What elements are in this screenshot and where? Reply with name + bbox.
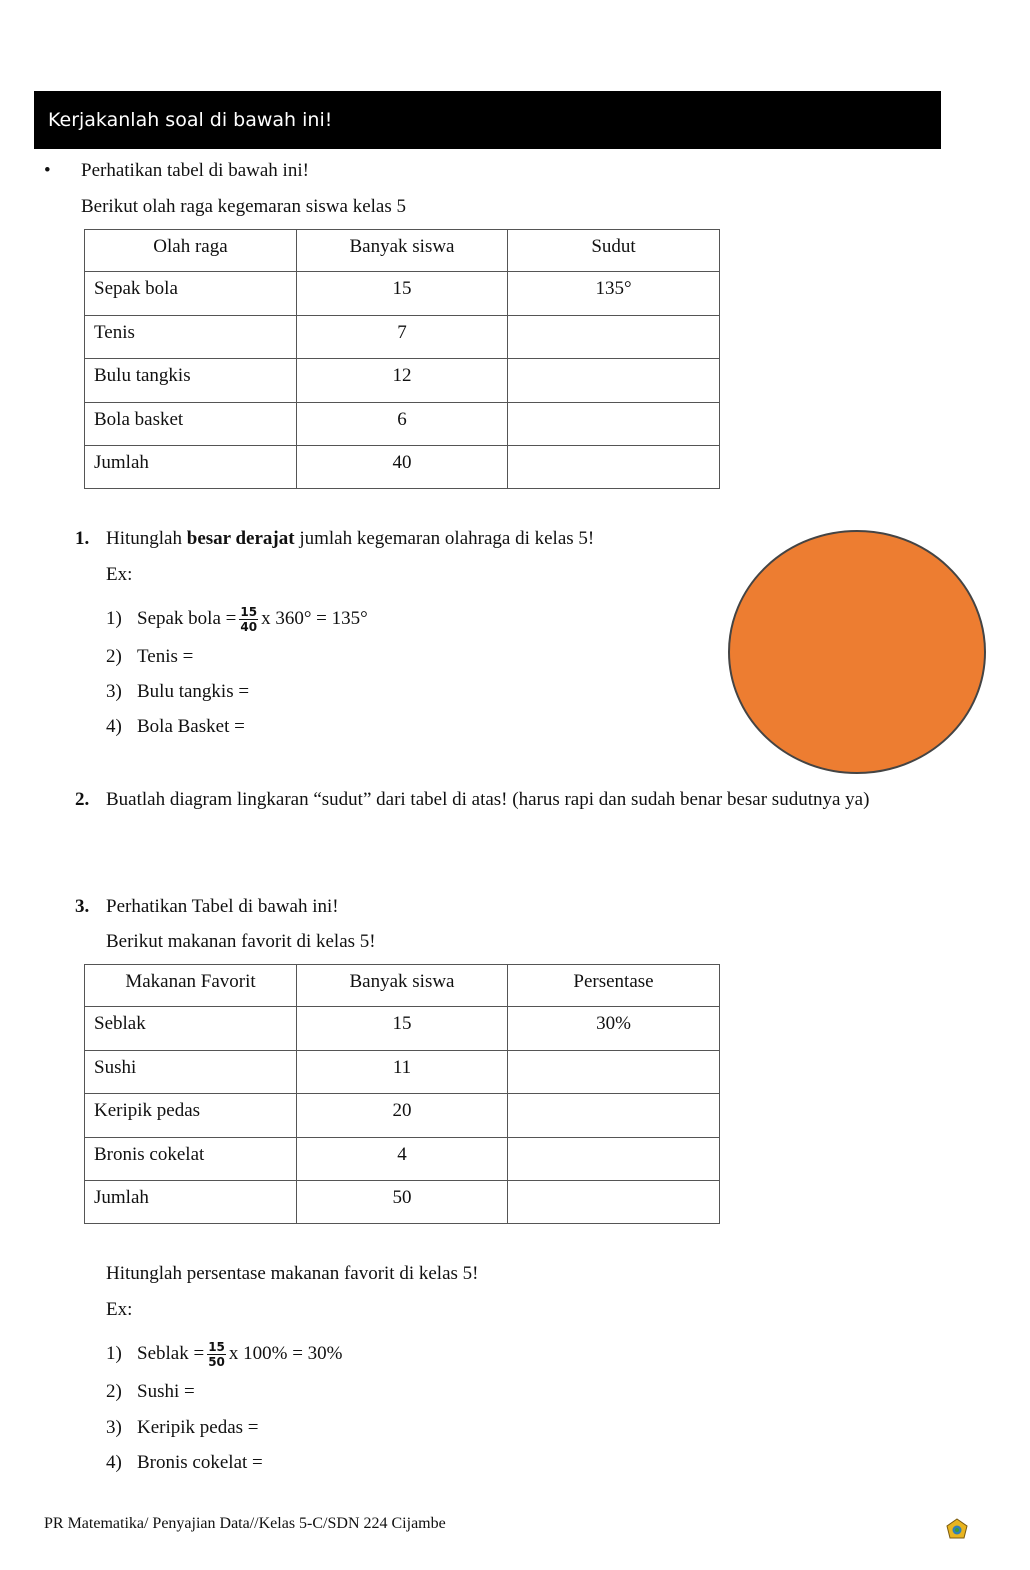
table-row bbox=[85, 446, 720, 489]
table-header-cell: Banyak siswa bbox=[297, 965, 508, 1007]
answer-line: 1) Sepak bola = $\frac{15}{40}$ x 360° = 135° bbox=[106, 605, 368, 634]
table-cell: 20 bbox=[297, 1094, 508, 1138]
school-emblem-icon bbox=[946, 1518, 968, 1540]
answer-line: 4) Bola Basket = bbox=[106, 716, 245, 737]
table-cell bbox=[508, 316, 720, 359]
bullet: • bbox=[44, 160, 51, 181]
fraction: $\frac{15}{40}$ bbox=[240, 605, 258, 634]
table-cell bbox=[508, 359, 720, 403]
header-title: Kerjakanlah soal di bawah ini! bbox=[48, 109, 333, 131]
table-cell: Sepak bola bbox=[85, 272, 297, 316]
fraction: $\frac{15}{50}$ bbox=[208, 1340, 225, 1369]
table-row bbox=[85, 1051, 720, 1094]
table-row bbox=[85, 1094, 720, 1138]
table-cell: 50 bbox=[297, 1181, 508, 1224]
table-cell: Keripik pedas bbox=[85, 1094, 297, 1138]
intro-instruction: Perhatikan tabel di bawah ini! bbox=[81, 160, 309, 181]
circle-shape bbox=[729, 531, 985, 773]
table-cell: 135° bbox=[508, 272, 720, 316]
table-cell: 30% bbox=[508, 1007, 720, 1051]
question-3: 3. Perhatikan Tabel di bawah ini! bbox=[75, 896, 339, 917]
table-cell bbox=[508, 446, 720, 489]
table-header-cell: Olah raga bbox=[85, 230, 297, 272]
table-cell bbox=[508, 1138, 720, 1181]
table-cell: Jumlah bbox=[85, 446, 297, 489]
table-cell: 15 bbox=[297, 1007, 508, 1051]
table-cell: 7 bbox=[297, 316, 508, 359]
table-cell: Jumlah bbox=[85, 1181, 297, 1224]
table-header-cell: Persentase bbox=[508, 965, 720, 1007]
table-row bbox=[85, 1181, 720, 1224]
table-cell: 12 bbox=[297, 359, 508, 403]
answer-line: 4) Bronis cokelat = bbox=[106, 1452, 263, 1473]
table-cell bbox=[508, 403, 720, 446]
answer-line: 1) Seblak = $\frac{15}{50}$ x 100% = 30% bbox=[106, 1340, 343, 1369]
table-header-cell: Sudut bbox=[508, 230, 720, 272]
table-row bbox=[85, 403, 720, 446]
footer-text: PR Matematika/ Penyajian Data//Kelas 5-C/SDN 224 Cijambe bbox=[44, 1515, 446, 1532]
table-header-row bbox=[85, 965, 720, 1007]
answer-line: 3) Keripik pedas = bbox=[106, 1417, 259, 1438]
pie-chart-blank-circle bbox=[726, 528, 990, 778]
table-row bbox=[85, 1007, 720, 1051]
question-1: 1. Hitunglah besar derajat jumlah kegemaran olahraga di kelas 5! bbox=[75, 528, 595, 549]
question-number: 3. bbox=[75, 896, 90, 917]
table-row bbox=[85, 316, 720, 359]
table-cell: 6 bbox=[297, 403, 508, 446]
example-label: Ex: bbox=[106, 1299, 133, 1320]
table-cell: Bronis cokelat bbox=[85, 1138, 297, 1181]
table-cell: 11 bbox=[297, 1051, 508, 1094]
table-cell: 4 bbox=[297, 1138, 508, 1181]
table-row bbox=[85, 359, 720, 403]
table-cell bbox=[508, 1181, 720, 1224]
page-header bbox=[34, 91, 941, 149]
table-row bbox=[85, 1138, 720, 1181]
table-cell: Sushi bbox=[85, 1051, 297, 1094]
table-header-cell: Makanan Favorit bbox=[85, 965, 297, 1007]
table-row bbox=[85, 272, 720, 316]
table-cell: Bola basket bbox=[85, 403, 297, 446]
question-2: 2. Buatlah diagram lingkaran “sudut” dari tabel di atas! (harus rapi dan sudah benar besar sudutnya ya) bbox=[75, 789, 870, 810]
table1-caption: Berikut olah raga kegemaran siswa kelas 5 bbox=[81, 196, 406, 217]
table-cell: 15 bbox=[297, 272, 508, 316]
table-cell: Seblak bbox=[85, 1007, 297, 1051]
table-cell: Tenis bbox=[85, 316, 297, 359]
table-header-cell: Banyak siswa bbox=[297, 230, 508, 272]
table-cell: 40 bbox=[297, 446, 508, 489]
answer-line: 3) Bulu tangkis = bbox=[106, 681, 250, 702]
question-number: 1. bbox=[75, 528, 90, 549]
question-number: 2. bbox=[75, 789, 90, 810]
question-3-task: Hitunglah persentase makanan favorit di kelas 5! bbox=[106, 1263, 479, 1284]
sport-table bbox=[84, 229, 720, 489]
table-header-row bbox=[85, 230, 720, 272]
table-cell bbox=[508, 1094, 720, 1138]
example-label: Ex: bbox=[106, 564, 133, 585]
table-cell: Bulu tangkis bbox=[85, 359, 297, 403]
answer-line: 2) Tenis = bbox=[106, 646, 194, 667]
answer-line: 2) Sushi = bbox=[106, 1381, 195, 1402]
table-cell bbox=[508, 1051, 720, 1094]
table2-caption: Berikut makanan favorit di kelas 5! bbox=[106, 931, 376, 952]
food-table bbox=[84, 964, 720, 1224]
